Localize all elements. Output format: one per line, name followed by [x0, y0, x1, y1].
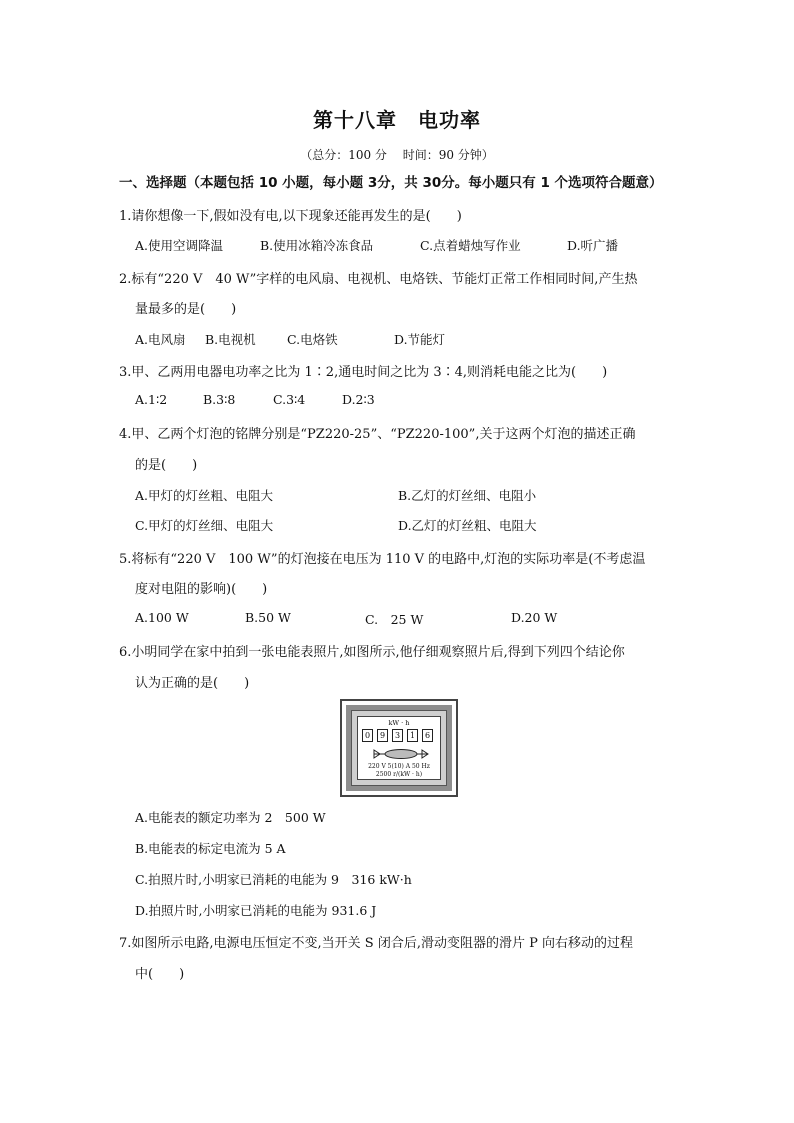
meter-digit: 3: [392, 729, 403, 742]
exam-info: （总分：100 分 时间：90 分钟）: [300, 148, 494, 162]
q5-option-c: C. 25 W: [365, 612, 424, 627]
question-3-stem: 3.甲、乙两用电器电功率之比为 1∶2,通电时间之比为 3∶4,则消耗电能之比为( ): [119, 365, 608, 380]
question-4-stem-line2: 的是( ): [135, 458, 198, 473]
question-5-stem-line2: 度对电阻的影响)( ): [135, 582, 268, 597]
page-title: 第十八章 电功率: [313, 108, 481, 132]
q5-option-d: D.20 W: [511, 610, 558, 625]
q6-option-a: A.电能表的额定功率为 2 500 W: [135, 810, 326, 825]
section-heading: 一、选择题（本题包括 10 小题，每小题 3分，共 30分。每小题只有 1 个选项符合题意）: [119, 175, 663, 191]
q2-option-b: B.电视机: [205, 332, 256, 347]
meter-digit: 9: [377, 729, 388, 742]
q3-option-d: D.2∶3: [342, 392, 375, 407]
meter-digit: 1: [407, 729, 418, 742]
question-2-stem-line2: 量最多的是( ): [135, 302, 237, 317]
meter-spec-rating: 220 V 5(10) A 50 Hz: [368, 763, 430, 770]
q3-option-a: A.1∶2: [135, 392, 168, 407]
q3-option-b: B.3∶8: [203, 392, 236, 407]
question-4-stem-line1: 4.甲、乙两个灯泡的铭牌分别是“PZ220-25”、“PZ220-100”,关于这两个灯泡的描述正确: [119, 427, 636, 442]
meter-spec-constant: 2500 r/(kW · h): [375, 771, 423, 778]
meter-digit-display: [362, 729, 433, 742]
q5-option-a: A.100 W: [135, 610, 189, 625]
q1-option-b: B.使用冰箱冷冻食品: [260, 238, 374, 253]
meter-digit: 0: [362, 729, 373, 742]
question-5-stem-line1: 5.将标有“220 V 100 W”的灯泡接在电压为 110 V 的电路中,灯泡的实际功率是(不考虑温: [119, 552, 646, 567]
q6-option-b: B.电能表的标定电流为 5 A: [135, 841, 286, 856]
q2-option-d: D.节能灯: [394, 332, 446, 347]
question-2-stem-line1: 2.标有“220 V 40 W”字样的电风扇、电视机、电烙铁、节能灯正常工作相同时间,产生热: [119, 272, 638, 287]
q4-option-c: C.甲灯的灯丝细、电阻大: [135, 518, 274, 533]
q5-option-b: B.50 W: [245, 610, 291, 625]
electric-meter-figure: [340, 699, 458, 797]
question-7-stem-line1: 7.如图所示电路,电源电压恒定不变,当开关 S 闭合后,滑动变阻器的滑片 P 向右移动的过程: [119, 936, 633, 951]
q6-option-c: C.拍照片时,小明家已消耗的电能为 9 316 kW·h: [135, 872, 412, 887]
question-6-stem-line1: 6.小明同学在家中拍到一张电能表照片,如图所示,他仔细观察照片后,得到下列四个结论你: [119, 645, 625, 660]
question-1-stem: 1.请你想像一下,假如没有电,以下现象还能再发生的是( ): [119, 209, 462, 224]
meter-face: [357, 716, 441, 780]
meter-rotating-disc-icon: [372, 747, 430, 761]
meter-spec-text: [358, 763, 440, 779]
q3-option-c: C.3∶4: [273, 392, 306, 407]
meter-digit: 6: [422, 729, 433, 742]
question-6-stem-line2: 认为正确的是( ): [135, 676, 250, 691]
q1-option-d: D.听广播: [567, 238, 619, 253]
q2-option-c: C.电烙铁: [287, 332, 338, 347]
q4-option-d: D.乙灯的灯丝粗、电阻大: [398, 518, 537, 533]
q4-option-a: A.甲灯的灯丝粗、电阻大: [135, 488, 274, 503]
q6-option-d: D.拍照片时,小明家已消耗的电能为 931.6 J: [135, 903, 377, 918]
q2-option-a: A.电风扇: [135, 332, 186, 347]
question-7-stem-line2: 中( ): [135, 967, 185, 982]
q1-option-c: C.点着蜡烛写作业: [420, 238, 521, 253]
meter-unit-label: kW · h: [388, 719, 410, 727]
q4-option-b: B.乙灯的灯丝细、电阻小: [398, 488, 537, 503]
q1-option-a: A.使用空调降温: [135, 238, 224, 253]
